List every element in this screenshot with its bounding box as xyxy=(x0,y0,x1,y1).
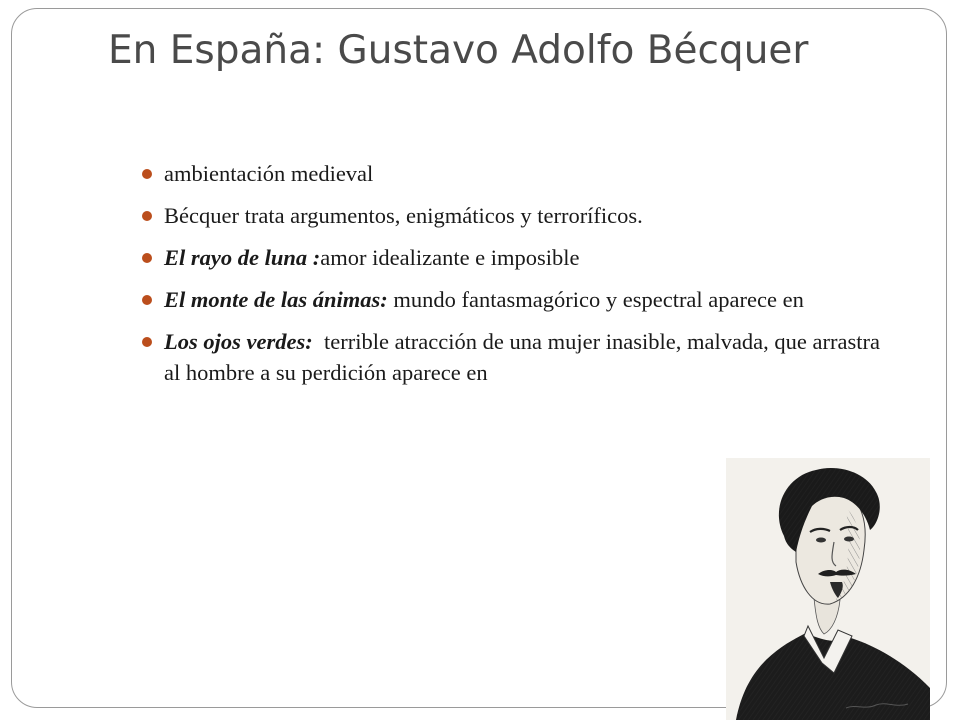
bullet-item xyxy=(142,158,882,189)
bullet-item xyxy=(142,326,886,388)
bullet-lead: El monte de las ánimas: xyxy=(164,287,388,312)
bullet-list xyxy=(142,158,886,399)
slide-title: En España: Gustavo Adolfo Bécquer xyxy=(108,28,809,73)
bullet-item xyxy=(142,200,882,231)
bullet-dot-icon xyxy=(142,295,152,305)
bullet-text: Bécquer trata argumentos, enigmáticos y terroríficos. xyxy=(164,203,643,228)
bullet-lead: Los ojos verdes: xyxy=(164,329,313,354)
bullet-dot-icon xyxy=(142,253,152,263)
bullet-text: mundo fantasmagórico y espectral aparece en xyxy=(387,287,804,312)
bullet-text: ambientación medieval xyxy=(164,161,374,186)
bullet-dot-icon xyxy=(142,211,152,221)
bullet-item xyxy=(142,242,882,273)
bullet-lead: El rayo de luna : xyxy=(164,245,321,270)
bullet-text: terrible atracción de una mujer inasible, malvada, que arrastra al hombre a su perdición aparece en xyxy=(164,329,886,385)
bullet-dot-icon xyxy=(142,337,152,347)
bullet-item xyxy=(142,284,882,315)
bullet-text: amor idealizante e imposible xyxy=(320,245,580,270)
portrait-engraving xyxy=(726,458,930,720)
portrait-image xyxy=(726,458,930,720)
bullet-dot-icon xyxy=(142,169,152,179)
